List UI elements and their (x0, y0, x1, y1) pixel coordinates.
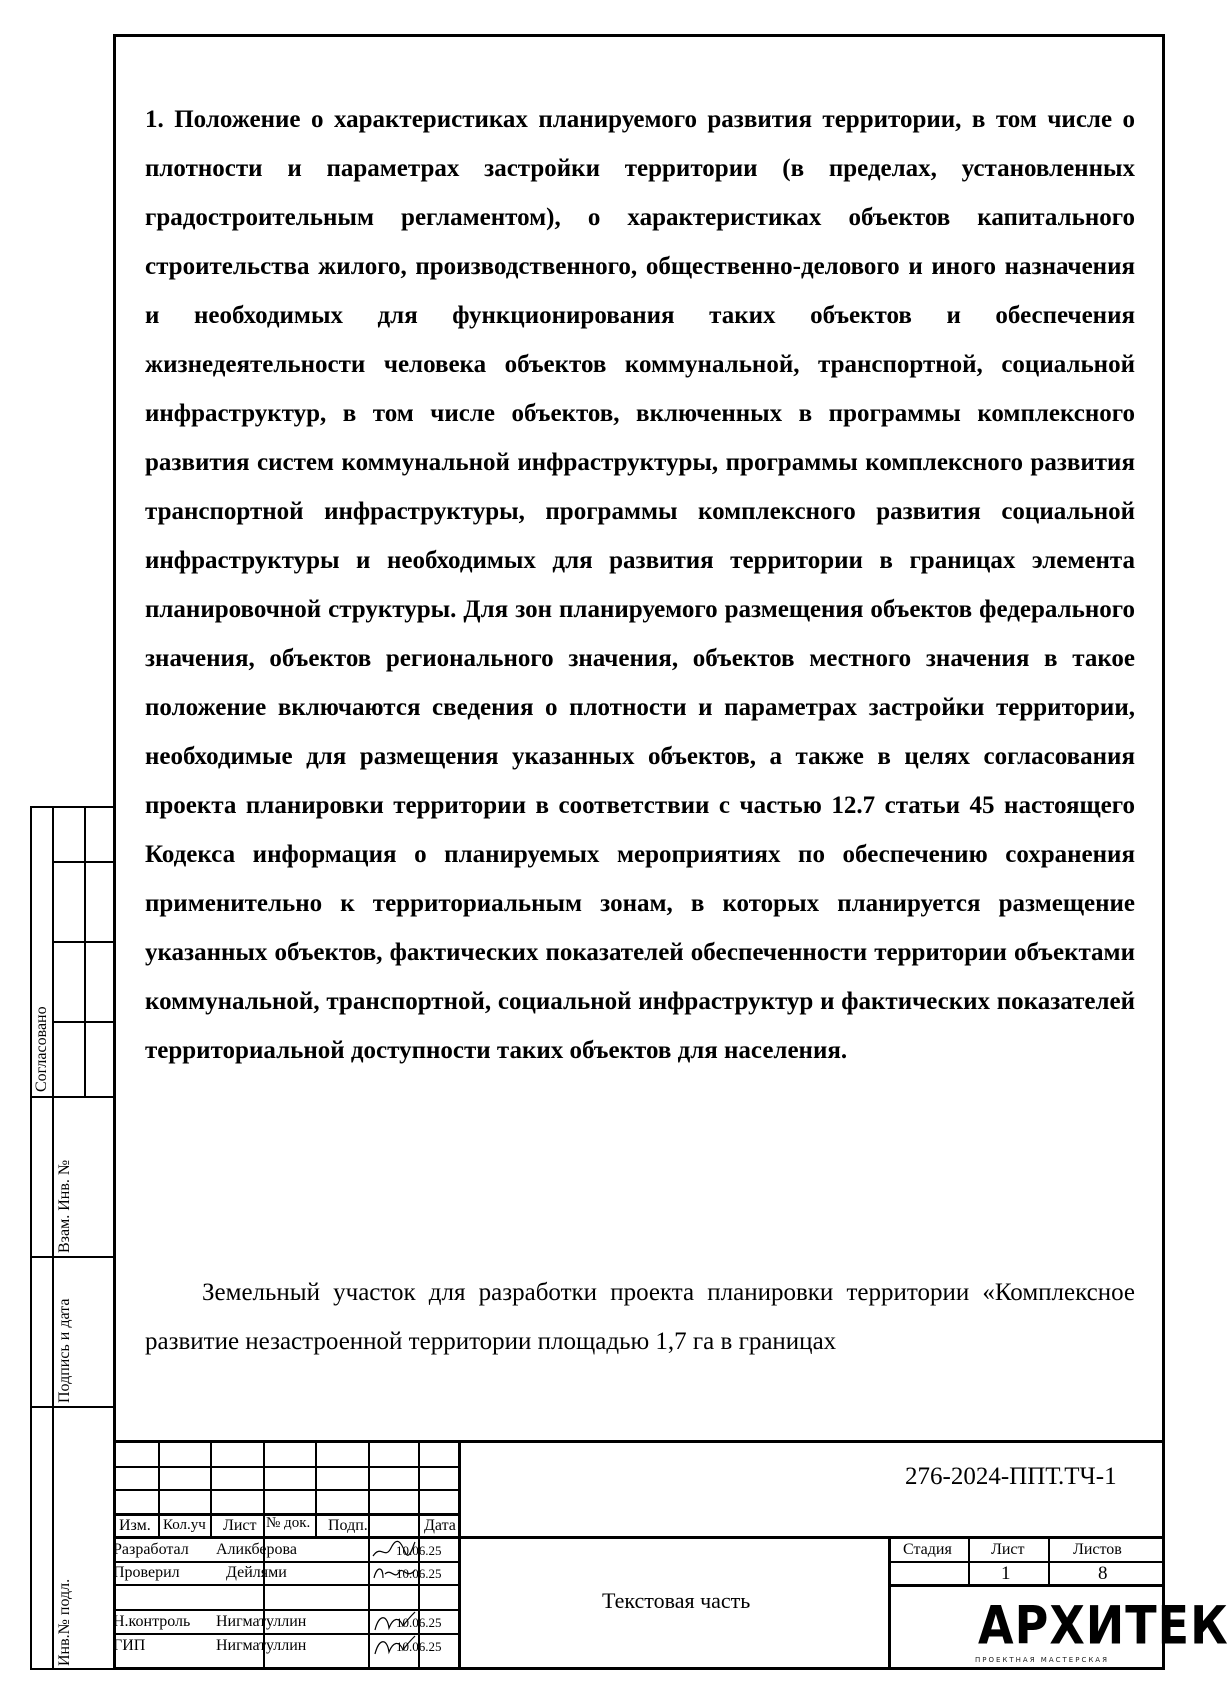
side-stamp (30, 806, 116, 1670)
sheet-number: 1 (1001, 1563, 1011, 1584)
agreed-label: Согласовано (33, 1006, 50, 1092)
row-date: 10.06.25 (396, 1566, 442, 1581)
signature-scribble (371, 1538, 417, 1562)
signature-date-label: Подпись и дата (56, 1298, 73, 1403)
document-code: 276-2024-ППТ.ТЧ-1 (905, 1463, 1117, 1490)
sheets-label: Листов (1073, 1541, 1122, 1558)
replacement-inv-label: Взам. Инв. № (56, 1159, 73, 1253)
row-date: 10.06.25 (396, 1543, 442, 1558)
signature-scribble (371, 1562, 417, 1584)
row-role: Проверил (113, 1564, 180, 1581)
row-role: ГИП (113, 1637, 146, 1654)
body-paragraph: Земельный участок для разработки проекта планировки территории «Комплексное развитие незастроенной территории площадью 1,7 га в границах (145, 1279, 1135, 1355)
row-role: Разработал (113, 1541, 189, 1558)
col-change: Изм. (119, 1517, 151, 1534)
col-date: Дата (424, 1517, 456, 1534)
stage-label: Стадия (903, 1541, 952, 1558)
col-signature: Подп. (328, 1517, 368, 1534)
row-date: 10.06.25 (396, 1639, 442, 1654)
row-date: 10.06.25 (396, 1615, 442, 1630)
col-doc-no: № док. (266, 1515, 311, 1531)
sheets-count: 8 (1098, 1563, 1108, 1584)
signature-scribble (371, 1610, 417, 1634)
section-heading-paragraph: 1. Положение о характеристиках планируемого развития территории, в том числе о плотности и параметрах застройки территории (в пределах, установленных градостроительным регламентом), о характеристиках объектов капитального строительства жилого, производственного, общественно-делового и иного назначения и необходимых для функционирования таких объектов и обеспечения жизнедеятельности человека объектов коммунальной, транспортной, социальной инфраструктур, в том числе объектов, включенных в программы комплексного развития систем коммунальной инфраструктуры, программы комплексного развития транспортной инфраструктуры, программы комплексного развития социальной инфраструктуры и необходимых для развития территории в границах элемента планировочной структуры. Для зон планируемого размещения объектов федерального значения, объектов регионального значения, объектов местного значения в такое положение включаются сведения о плотности и параметрах застройки территории, необходимые для размещения указанных объектов, а также в целях согласования проекта планировки территории в соответствии с частью 12.7 статьи 45 настоящего Кодекса информация о планируемых мероприятиях по обеспечению сохранения применительно к территориальным зонам, в которых планируется размещение указанных объектов, фактических показателей обеспеченности территории объектами коммунальной, транспортной, социальной инфраструктур и фактических показателей территориальной доступности таких объектов для населения. (145, 106, 1135, 1064)
row-name: Дейлями (226, 1564, 287, 1581)
row-name: Нигматуллин (216, 1637, 307, 1654)
company-logo: АРХИТЕК (978, 1593, 1229, 1657)
col-sheet: Лист (223, 1517, 257, 1534)
row-name: Аликберова (216, 1541, 297, 1558)
row-role: Н.контроль (113, 1613, 191, 1630)
col-count: Кол.уч (163, 1517, 206, 1533)
document-title: Текстовая часть (602, 1588, 751, 1613)
original-inv-label: Инв.№ подл. (56, 1578, 73, 1666)
row-name: Нигматуллин (216, 1613, 307, 1630)
company-logo-subtitle: ПРОЕКТНАЯ МАСТЕРСКАЯ (975, 1656, 1109, 1664)
sheet-label: Лист (991, 1541, 1025, 1558)
signature-scribble (371, 1634, 417, 1658)
